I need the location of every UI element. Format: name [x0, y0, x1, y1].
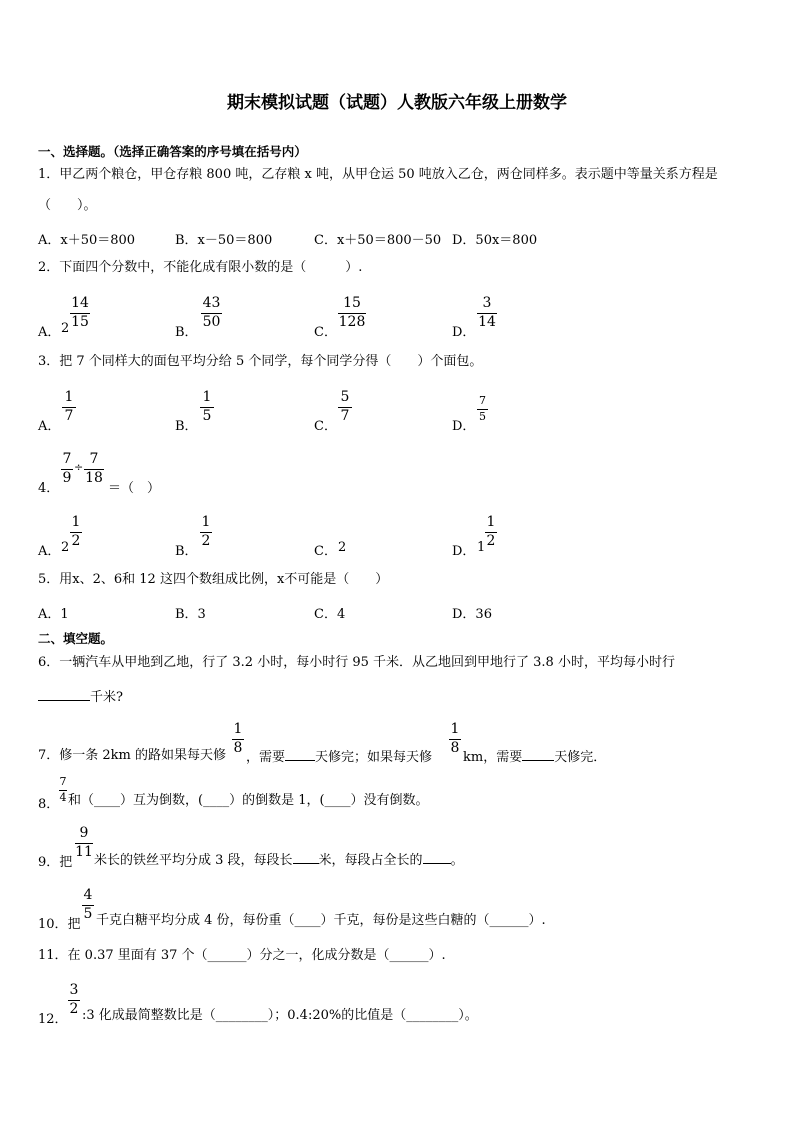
- question-4-option-c-value: 2: [338, 540, 347, 555]
- question-9-line: [94, 851, 464, 869]
- question-9-fraction: [75, 826, 93, 860]
- question-12-fraction: [68, 983, 80, 1017]
- question-2-option-d-fraction: [477, 296, 497, 330]
- fraction-denominator: 8: [233, 740, 243, 756]
- question-10-number: 10．把: [38, 917, 81, 932]
- fraction-denominator: 5: [202, 408, 212, 424]
- fraction-numerator: 7: [62, 451, 72, 467]
- fraction-denominator: 5: [479, 410, 486, 423]
- question-7-part-5: 天修完．: [554, 750, 607, 765]
- fraction-numerator: 1: [71, 514, 81, 530]
- question-1-option-a: A．x＋50＝800: [38, 233, 136, 248]
- question-5-option-a: A．1: [38, 607, 69, 622]
- question-3-option-b-label: B．: [175, 419, 198, 434]
- fraction-denominator: 50: [202, 314, 221, 330]
- fraction-denominator: 2: [201, 533, 211, 549]
- question-12-number: 12．: [38, 1012, 68, 1027]
- fraction-denominator: 7: [64, 408, 74, 424]
- question-4-number: 4．: [38, 481, 60, 496]
- question-5-text: 5．用x、2、6和 12 这四个数组成比例，x不可能是（ ）: [38, 572, 389, 587]
- question-10-fraction: [82, 888, 94, 922]
- fraction-numerator: 7: [89, 451, 99, 467]
- question-2-option-d-label: D．: [452, 325, 476, 340]
- fraction-denominator: 14: [478, 314, 496, 330]
- fraction-numerator: 1: [486, 514, 496, 530]
- question-1-option-b: B．x－50＝800: [175, 233, 273, 248]
- question-9-part-2: 米，每段占全长的: [318, 853, 423, 868]
- question-9-part-1: 米长的铁丝平均分成 3 段，每段长: [94, 853, 293, 868]
- question-7-fraction-2: [449, 722, 461, 756]
- fraction-denominator: 5: [83, 906, 93, 922]
- question-2-option-c-fraction: [338, 296, 366, 330]
- question-9-number: 9．把: [38, 855, 73, 870]
- question-3-option-a-label: A．: [38, 419, 61, 434]
- question-12-text: :3 化成最简整数比是（________）；0.4:20%的比值是（________）。: [82, 1008, 478, 1023]
- question-11-text: 11．在 0.37 里面有 37 个（______）分之一，化成分数是（______）.: [38, 948, 446, 963]
- fraction-numerator: 43: [202, 295, 221, 311]
- page-title: 期末模拟试题（试题）人教版六年级上册数学: [227, 93, 567, 113]
- question-1-option-d: D．50x＝800: [452, 233, 538, 248]
- question-2-option-a-label: A．: [38, 325, 61, 340]
- question-4-option-a-fraction: [70, 515, 82, 549]
- question-3-text: 3．把 7 个同样大的面包平均分给 5 个同学，每个同学分得（ ）个面包。: [38, 354, 483, 369]
- answer-blank[interactable]: [285, 748, 315, 761]
- question-3-option-d-label: D．: [452, 419, 476, 434]
- question-9-part-3: 。: [450, 853, 464, 868]
- question-4-option-c-label: C．: [314, 544, 337, 559]
- question-7-fraction-1: [232, 722, 244, 756]
- question-3-option-a-fraction: [62, 390, 76, 424]
- question-3-option-d-fraction: [477, 395, 488, 423]
- question-4-option-b-label: B．: [175, 544, 198, 559]
- fraction-numerator: 15: [343, 295, 361, 311]
- question-6-line-2: [38, 688, 123, 706]
- question-5-option-c: C．4: [314, 607, 346, 622]
- fraction-denominator: 7: [340, 408, 350, 424]
- question-2-text: 2．下面四个分数中，不能化成有限小数的是（ ）.: [38, 260, 363, 275]
- fraction-numerator: 4: [83, 887, 93, 903]
- fraction-denominator: 2: [486, 533, 496, 549]
- question-4-option-d-fraction: [485, 515, 497, 549]
- question-7-part-4: km，需要: [463, 750, 523, 765]
- fraction-numerator: 1: [233, 721, 243, 737]
- question-2-option-b-label: B．: [175, 325, 198, 340]
- fraction-denominator: 15: [71, 314, 89, 330]
- question-2-option-c-label: C．: [314, 325, 337, 340]
- question-5-option-b: B．3: [175, 607, 206, 622]
- question-7-line-rest: [246, 748, 432, 766]
- fraction-denominator: 18: [85, 470, 103, 486]
- fraction-denominator: 2: [71, 533, 81, 549]
- question-6-unit: 千米?: [90, 690, 123, 705]
- question-7-part-1: 7．修一条 2km 的路如果每天修: [38, 748, 227, 763]
- question-1-option-c: C．x＋50＝800－50: [314, 233, 442, 248]
- fraction-denominator: 128: [338, 314, 366, 330]
- fraction-numerator: 1: [201, 514, 211, 530]
- fraction-numerator: 7: [59, 775, 67, 788]
- question-3-option-b-fraction: [200, 390, 214, 424]
- question-3-option-c-label: C．: [314, 419, 337, 434]
- fraction-numerator: 14: [71, 295, 89, 311]
- fraction-numerator: 1: [450, 721, 460, 737]
- question-8-number: 8．: [38, 797, 60, 812]
- question-2-option-a-fraction: [70, 296, 90, 330]
- question-4-divide-sign: ÷: [74, 461, 84, 474]
- fraction-numerator: 5: [340, 389, 350, 405]
- question-2-option-a-whole: 2: [61, 321, 70, 336]
- fraction-denominator: 11: [75, 844, 93, 860]
- fraction-denominator: 8: [450, 740, 460, 756]
- fraction-numerator: 1: [202, 389, 212, 405]
- fraction-numerator: 1: [64, 389, 74, 405]
- question-4-fraction-2: [84, 452, 104, 486]
- question-4-equals-blank: ＝（ ）: [108, 481, 161, 496]
- fraction-numerator: 3: [69, 982, 79, 998]
- fraction-numerator: 9: [79, 825, 89, 841]
- answer-blank[interactable]: [522, 748, 554, 761]
- answer-blank[interactable]: [423, 851, 451, 864]
- question-4-option-b-fraction: [200, 515, 212, 549]
- answer-blank[interactable]: [293, 851, 319, 864]
- question-3-option-c-fraction: [338, 390, 352, 424]
- section-heading-choice: 一、选择题。（选择正确答案的序号填在括号内）: [38, 144, 307, 159]
- question-4-option-d-whole: 1: [477, 540, 486, 555]
- question-6-text: 6．一辆汽车从甲地到乙地，行了 3.2 小时，每小时行 95 千米．从乙地回到甲地行了 3.8 小时，平均每小时行: [38, 655, 675, 670]
- fraction-numerator: 7: [479, 394, 486, 407]
- question-1-answer-paren: （ ）。: [38, 198, 97, 213]
- question-7-part-3: 天修完；如果每天修: [315, 750, 433, 765]
- fraction-numerator: 3: [482, 295, 492, 311]
- answer-blank[interactable]: [38, 688, 90, 701]
- question-7-line-end: [463, 748, 606, 766]
- section-heading-fill: 二、填空题。: [38, 631, 114, 646]
- question-2-option-b-fraction: [201, 296, 222, 330]
- fraction-denominator: 4: [59, 791, 67, 804]
- question-7-part-2: ，需要: [246, 750, 286, 765]
- question-8-text: 和（____）互为倒数，(____）的倒数是 1，(____）没有倒数。: [68, 793, 429, 808]
- question-5-option-d: D．36: [452, 607, 492, 622]
- fraction-denominator: 9: [62, 470, 72, 486]
- fraction-denominator: 2: [69, 1001, 79, 1017]
- question-4-option-d-label: D．: [452, 544, 476, 559]
- question-1-text: 1．甲乙两个粮仓，甲仓存粮 800 吨，乙存粮 x 吨，从甲仓运 50 吨放入乙仓，两仓同样多。表示题中等量关系方程是: [38, 167, 718, 182]
- question-4-option-a-label: A．: [38, 544, 61, 559]
- question-4-fraction-1: [61, 452, 73, 486]
- question-8-fraction: [59, 776, 67, 804]
- question-10-text: 千克白糖平均分成 4 份，每份重（____）千克，每份是这些白糖的（______）.: [96, 913, 546, 928]
- question-4-option-a-whole: 2: [61, 540, 70, 555]
